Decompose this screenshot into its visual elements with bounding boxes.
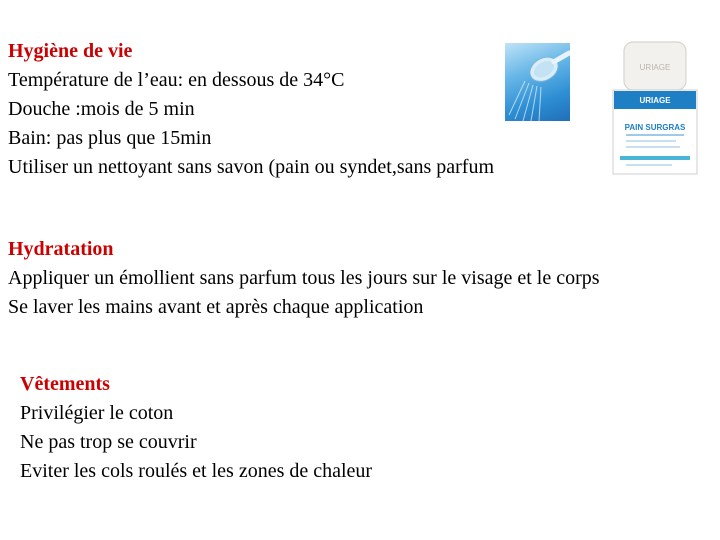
hydration-line: Se laver les mains avant et après chaque application (8, 296, 424, 318)
hydration-heading: Hydratation (8, 238, 114, 260)
shower-head-image (505, 43, 570, 121)
hygiene-heading: Hygiène de vie (8, 40, 133, 62)
clothing-line: Privilégier le coton (20, 402, 174, 424)
hydration-section (8, 235, 600, 322)
soap-bar-box-picture (612, 40, 698, 176)
clothing-heading: Vêtements (20, 373, 110, 395)
soap-bar-brand: URIAGE (639, 63, 671, 72)
clothing-section (20, 370, 372, 486)
box-brand: URIAGE (639, 96, 671, 105)
hygiene-line: Douche :mois de 5 min (8, 98, 195, 120)
hygiene-line: Température de l’eau: en dessous de 34°C (8, 69, 345, 91)
hygiene-line: Bain: pas plus que 15min (8, 127, 212, 149)
clothing-line: Ne pas trop se couvrir (20, 431, 197, 453)
hygiene-line: Utiliser un nettoyant sans savon (pain ou syndet,sans parfum (8, 156, 495, 178)
hygiene-section (8, 37, 494, 182)
box-product-name: PAIN SURGRAS (624, 123, 686, 132)
hydration-line: Appliquer un émollient sans parfum tous les jours sur le visage et le corps (8, 267, 600, 289)
clothing-line: Eviter les cols roulés et les zones de chaleur (20, 460, 373, 482)
shower-head-icon (505, 43, 570, 121)
soap-product-image (612, 40, 698, 176)
